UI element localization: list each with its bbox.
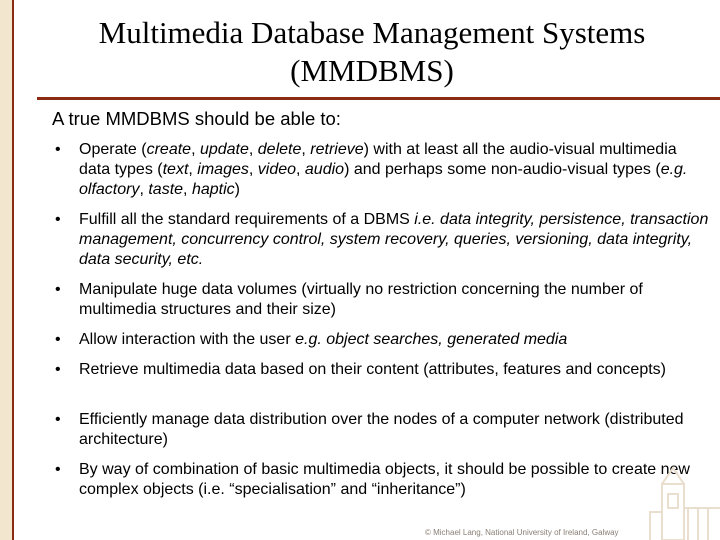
bullet-text-run: images [197,161,249,178]
bullet-text-run: update [199,141,249,158]
bullet-text-run: create [146,141,192,158]
bullet-marker: • [55,461,61,478]
bullet-text-run: delete [257,141,302,158]
bullet-item [52,210,709,270]
bullet-marker: • [55,141,61,158]
bullet-item [52,140,709,200]
bullet-text-run: Manipulate huge data volumes (virtually no restriction concerning the number of multimedia structures and their size) [79,281,643,318]
bullet-text-run: , [188,161,198,178]
bullet-text-run: e.g. olfactory [79,161,688,198]
bullet-text-run: e.g. object searches, generated media [295,331,568,348]
bullet-text-run: Allow interaction with the user [79,331,296,348]
bullet-text-run: , [296,161,305,178]
footer-credit: © Michael Lang, National University of Ireland, Galway [425,528,619,537]
bullet-text-run: Fulfill all the standard requirements of a DBMS [79,211,415,228]
bullet-text-run: Operate ( [79,141,147,158]
bullet-item [52,460,709,500]
bullet-text-run: , [139,181,149,198]
bullet-text-run: ) and perhaps some non-audio-visual types ( [344,161,661,178]
bullet-text-run: audio [304,161,345,178]
left-decor-band [0,0,12,540]
bullet-item [52,360,709,380]
bullet-text-run: By way of combination of basic multimedia objects, it should be possible to create new complex objects (i.e. “specialisation” and “inheritance”) [79,461,690,498]
bullet-text-run: i.e. data integrity, persistence, transaction management, concurrency control, system recovery, queries, versioning, data integrity, data security, etc. [79,211,709,268]
bullet-text-run: ) with at least all the audio-visual multimedia data types ( [79,141,677,178]
bullet-marker: • [55,211,61,228]
bullet-text-run: retrieve [310,141,364,158]
bullet-marker: • [55,411,61,428]
bullet-text-run: , [248,141,258,158]
bullet-item [52,330,709,350]
slide-title: Multimedia Database Management Systems (MMDBMS) [98,15,646,88]
university-tower-watermark-icon [640,460,720,540]
bullet-text-run: Efficiently manage data distribution over the nodes of a computer network (distributed architecture) [79,411,684,448]
bullet-marker: • [55,281,61,298]
bullet-item [52,280,709,320]
bullet-text-run: , [248,161,258,178]
bullet-text-run: , [191,141,200,158]
bullet-text-run: ) [234,181,240,198]
bullet-text-run: taste [148,181,184,198]
slide-subheading: A true MMDBMS should be able to: [52,108,341,129]
bullet-text-run: text [162,161,189,178]
bullet-text-run: haptic [191,181,235,198]
bullet-text-run: video [257,161,297,178]
bullet-marker: • [55,361,61,378]
bullet-text-run: , [301,141,311,158]
bullet-marker: • [55,331,61,348]
bullet-item [52,410,709,450]
bullet-text-run: Retrieve multimedia data based on their content (attributes, features and concepts) [79,361,666,378]
bullet-text-run: , [183,181,192,198]
left-decor-line [12,0,14,540]
title-underline [37,97,720,100]
